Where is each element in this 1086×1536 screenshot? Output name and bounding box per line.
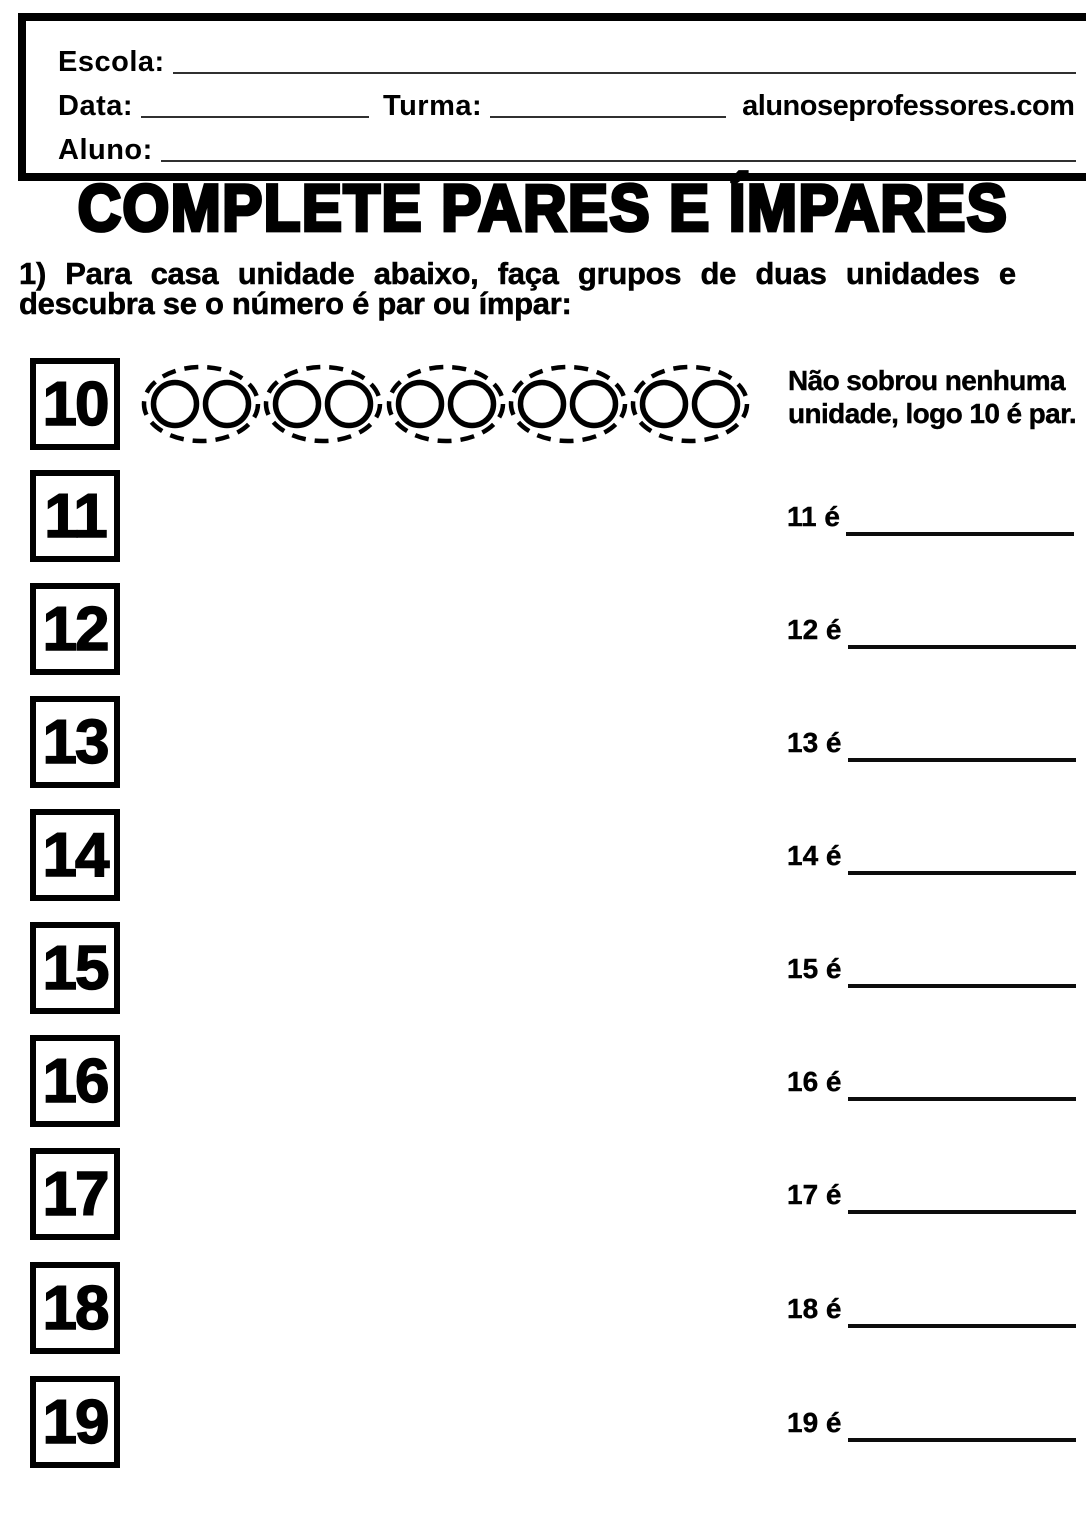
- number-box: 12: [30, 583, 120, 675]
- number-row-12: [0, 583, 1086, 679]
- instruction-line-2: descubra se o número é par ou ímpar:: [19, 286, 572, 321]
- number-box: 17: [30, 1148, 120, 1240]
- number-row-15: [0, 922, 1086, 1018]
- answer-label: 16 é: [787, 1066, 842, 1097]
- answer-blank-line: [846, 532, 1074, 536]
- unit-pair-groups-graphic: [140, 362, 752, 446]
- number-box: 10: [30, 358, 120, 450]
- number-box: 11: [30, 470, 120, 562]
- answer-area: [787, 1408, 1076, 1438]
- answer-blank-line: [848, 1097, 1076, 1101]
- answer-label: 14 é: [787, 840, 842, 871]
- escola-blank-line: [173, 72, 1076, 74]
- number-row-13: [0, 696, 1086, 792]
- answer-area: [787, 1067, 1076, 1097]
- number-box: 19: [30, 1376, 120, 1468]
- number-box: 14: [30, 809, 120, 901]
- answer-label: 15 é: [787, 953, 842, 984]
- number-row-17: [0, 1148, 1086, 1244]
- answer-area: [787, 615, 1076, 645]
- answer-area: [787, 728, 1076, 758]
- site-credit: alunoseprofessores.com: [742, 90, 1075, 122]
- number-box: 15: [30, 922, 120, 1014]
- number-row-18: [0, 1262, 1086, 1358]
- answer-blank-line: [848, 1210, 1076, 1214]
- answer-blank-line: [848, 984, 1076, 988]
- data-blank-line: [141, 116, 369, 118]
- answer-area: [787, 1294, 1076, 1324]
- aluno-row: [58, 131, 1076, 165]
- answer-label: 13 é: [787, 727, 842, 758]
- answer-blank-line: [848, 645, 1076, 649]
- data-turma-row: [58, 87, 1076, 121]
- number-row-14: [0, 809, 1086, 905]
- aluno-label: Aluno:: [58, 134, 153, 166]
- turma-blank-line: [490, 116, 726, 118]
- number-row-16: [0, 1035, 1086, 1131]
- aluno-blank-line: [161, 160, 1076, 162]
- number-box: 16: [30, 1035, 120, 1127]
- data-label: Data:: [58, 90, 134, 122]
- answer-blank-line: [848, 871, 1076, 875]
- answer-label: 12 é: [787, 614, 842, 645]
- escola-row: [58, 43, 1076, 77]
- escola-label: Escola:: [58, 46, 165, 78]
- answer-label: 11 é: [787, 501, 840, 532]
- number-box: 13: [30, 696, 120, 788]
- number-row-11: [0, 470, 1086, 566]
- answer-blank-line: [848, 1324, 1076, 1328]
- answer-label: 18 é: [787, 1293, 842, 1324]
- number-row-19: [0, 1376, 1086, 1472]
- answer-label: 19 é: [787, 1407, 842, 1438]
- number-box: 18: [30, 1262, 120, 1354]
- example-row-10: [0, 358, 1086, 454]
- answer-blank-line: [848, 758, 1076, 762]
- page-title: COMPLETE PARES E ÍMPARES: [77, 171, 1009, 245]
- answer-blank-line: [848, 1438, 1076, 1442]
- answer-label: 17 é: [787, 1179, 842, 1210]
- answer-area: [787, 1180, 1076, 1210]
- answer-area: [787, 502, 1074, 532]
- student-info-box: [18, 13, 1086, 181]
- example-note: Não sobrou nenhuma unidade, logo 10 é par.: [788, 365, 1077, 429]
- answer-area: [787, 841, 1076, 871]
- answer-area: [787, 954, 1076, 984]
- instruction-text: [19, 256, 1067, 321]
- turma-label: Turma:: [383, 90, 483, 122]
- instruction-line-1: 1) Para casa unidade abaixo, faça grupos de duas unidades e: [19, 256, 1016, 291]
